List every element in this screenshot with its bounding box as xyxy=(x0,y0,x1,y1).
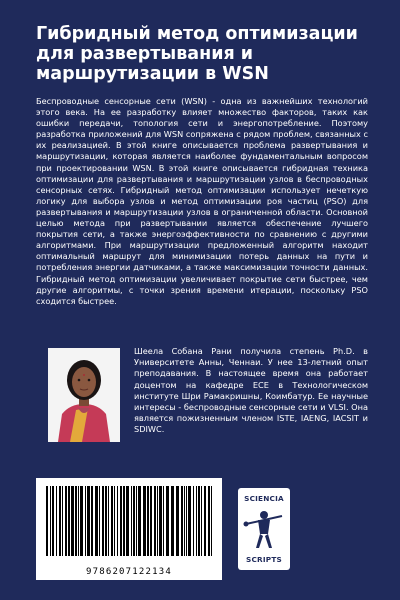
barcode-bar xyxy=(138,486,141,556)
barcode-bar xyxy=(85,486,86,556)
barcode-bar xyxy=(131,486,132,556)
barcode-bar xyxy=(52,486,54,556)
barcode-bar xyxy=(143,486,146,556)
title-line: для развертывания и xyxy=(36,44,254,64)
barcode-bar xyxy=(154,486,156,556)
barcode-bar xyxy=(117,486,118,556)
barcode-bar xyxy=(198,486,200,556)
barcode-bar xyxy=(65,486,67,556)
author-photo xyxy=(48,348,120,442)
barcode-bar xyxy=(163,486,164,556)
barcode-bar xyxy=(204,486,206,556)
barcode-bar xyxy=(114,486,115,556)
barcode-bar xyxy=(46,486,48,556)
barcode-bar xyxy=(71,486,74,556)
barcode-bar xyxy=(166,486,169,556)
book-description: Беспроводные сенсорные сети (WSN) - одна из важнейших технологий этого века. На ее разработку влияет множество факторов, таких как ошибки передачи, топология сети и энергопотребление. Поэтому разработка приложений для WSN сопряжена с рядом проблем, связанных с их реализацией. В этой книге описывается проблема развертывания и маршрутизации, которая является наиболее фундаментальным вопросом при проектировании WSN. В этой книге описывается гибридная техника оптимизации для развертывания и маршрутизации узлов в беспроводных сенсорных сетях. Гибридный метод оптимизации использует нечеткую логику для выбора узлов и метод оптимизации роя частиц (PSO) для развертывания и маршрутизации узлов в ограниченной области. Основной целью метода при развертывании является обеспечение лучшего покрытия сети, а также энергоэффективности по сравнению с другими алгоритмами. При маршрутизации предложенный алгоритм находит оптимальный маршрут для минимизации потерь данных на пути и потребления энергии датчиками, а также максимизации точности данных. Гибридный метод оптимизации увеличивает покрытие сети быстрее, чем другие алгоритмы, с точки зрения времени итерации, поскольку PSO сходится быстрее. xyxy=(36,96,371,306)
barcode-bar xyxy=(188,486,191,556)
barcode-bar xyxy=(50,486,51,556)
title-line: маршрутизации в WSN xyxy=(36,64,269,84)
barcode-bar xyxy=(80,486,83,556)
publisher-logo-top-text: SCIENCIA xyxy=(244,494,284,503)
publisher-logo-bottom-text: SCRIPTS xyxy=(246,555,282,564)
barcode-bar xyxy=(133,486,135,556)
title-line: Гибридный метод оптимизации xyxy=(36,24,358,44)
barcode-bar xyxy=(108,486,109,556)
barcode-bar xyxy=(95,486,98,556)
barcode-bar xyxy=(184,486,185,556)
barcode-bar xyxy=(126,486,129,556)
barcode-bar xyxy=(181,486,183,556)
barcode-bar xyxy=(150,486,152,556)
book-title xyxy=(36,24,366,84)
barcode-bar xyxy=(196,486,197,556)
barcode-bar xyxy=(87,486,90,556)
barcode-bars xyxy=(36,478,222,564)
barcode-bar xyxy=(111,486,113,556)
barcode-bar xyxy=(120,486,122,556)
barcode-bar xyxy=(176,486,179,556)
barcode-bar xyxy=(123,486,125,556)
barcode-bar xyxy=(78,486,79,556)
barcode-bar xyxy=(208,486,210,556)
barcode-bar xyxy=(68,486,70,556)
barcode-bar xyxy=(171,486,174,556)
barcode-bar xyxy=(159,486,162,556)
barcode-bar xyxy=(157,486,158,556)
barcode-bar xyxy=(105,486,107,556)
barcode-bar xyxy=(186,486,187,556)
author-bio: Шеела Собана Рани получила степень Ph.D. в Университете Анны, Ченнаи. У нее 13-летний опыт преподавания. В настоящее время она работает доцентом на кафедре ECE в Технологическом институте Шри Рамакришны, Коимбатур. Ее научные интересы - беспроводные сенсорные сети и VLSI. Она является пожизненным членом ISTE, IAENG, IACSIT и SDIWC. xyxy=(134,346,368,435)
isbn-barcode xyxy=(36,478,222,580)
barcode-bar xyxy=(56,486,57,556)
isbn-number: 9786207122134 xyxy=(85,567,173,577)
author-portrait-image xyxy=(48,348,120,442)
barcode-bar xyxy=(102,486,104,556)
barcode-bar xyxy=(62,486,63,556)
barcode-bar xyxy=(147,486,149,556)
barcode-bar xyxy=(99,486,100,556)
barcode-bar xyxy=(136,486,137,556)
barcode-bar xyxy=(201,486,202,556)
barcode-bar xyxy=(59,486,61,556)
barcode-bar xyxy=(75,486,77,556)
barcode-bar xyxy=(193,486,194,556)
barcode-bar xyxy=(211,486,212,556)
publisher-logo xyxy=(238,488,290,570)
barcode-bar xyxy=(91,486,93,556)
